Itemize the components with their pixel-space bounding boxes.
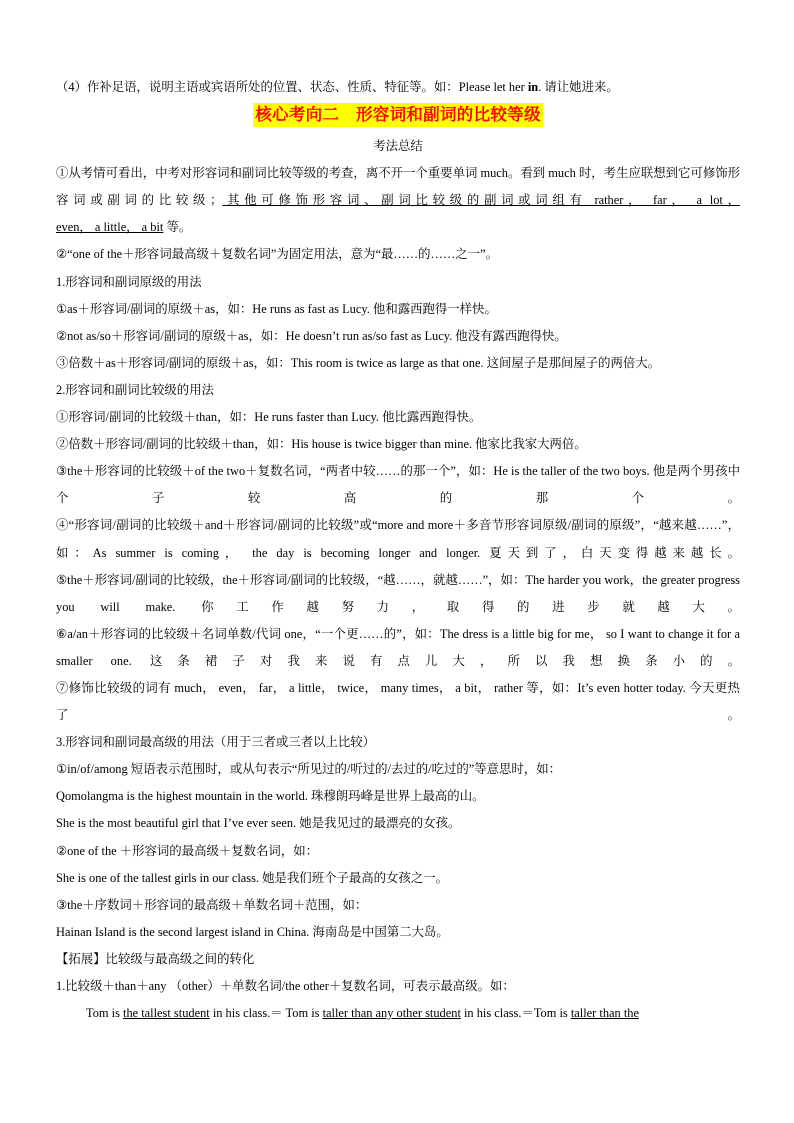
section-3-example-3: She is one of the tallest girls in our class. 她是我们班个子最高的女孩之一。 <box>56 870 448 885</box>
intro-text-end: . 请让她进来。 <box>538 80 619 94</box>
section-1-heading: 1.形容词和副词原级的用法 <box>56 274 202 289</box>
section-1-item-2: ②not as/so＋形容词/副词的原级＋as，如：He doesn’t run as/so fast as Lucy. 他没有露西跑得快。 <box>56 328 567 343</box>
section-2-item-3: ③the＋形容词的比较级＋of the two＋复数名词，“两者中较……的那一个”，如：He is the taller of the two boys. 他是两个男孩中个子较高的那个。 <box>56 464 740 506</box>
section-1-item-1: ①as＋形容词/副词的原级＋as，如：He runs as fast as Lucy. 他和露西跑得一样快。 <box>56 301 497 316</box>
section-1-item-3: ③倍数＋as＋形容词/副词的原级＋as，如：This room is twice as large as that one. 这间屋子是那间屋子的两倍大。 <box>56 355 661 370</box>
section-3-item-3: ③the＋序数词＋形容词的最高级＋单数名词＋范围，如： <box>56 897 368 912</box>
section-3-example-1: Qomolangma is the highest mountain in the world. 珠穆朗玛峰是世界上最高的山。 <box>56 789 485 804</box>
section-2-item-1: ①形容词/副词的比较级＋than，如：He runs faster than Lucy. 他比露西跑得快。 <box>56 410 482 425</box>
section-2-item-2: ②倍数＋形容词/副词的比较级＋than，如：His house is twice bigger than mine. 他家比我家大两倍。 <box>56 437 587 452</box>
section-2-item-4: ④“形容词/副词的比较级＋and＋形容词/副词的比较级”或“more and more＋多音节形容词原级/副词的原级”，“越来越……”，如：As summer is coming， the day is becoming longer and longer. 夏天到了，白天变得越来越长。 <box>56 518 740 560</box>
section-2-item-5: ⑤the＋形容词/副词的比较级，the＋形容词/副词的比较级，“越……，就越……”，如：The harder you work，the greater progress you will make. 你工作越努力，取得的进步就越大。 <box>56 572 740 614</box>
summary-1-end: 等。 <box>163 220 192 235</box>
summary-1 <box>56 160 740 241</box>
document-page <box>56 74 740 1027</box>
section-3-item-1: ①in/of/among 短语表示范围时，或从句表示“所见过的/听过的/去过的/吃过的”等意思时，如： <box>56 762 561 777</box>
subtitle: 考法总结 <box>373 139 423 154</box>
summary-1-underlined-2: even， a little， a bit <box>56 220 164 235</box>
summary-1-underlined: 其他可修饰形容词、副词比较级的副词或词组有 rather， far， a lot， <box>222 193 740 208</box>
section-3-heading: 3.形容词和副词最高级的用法（用于三者或三者以上比较） <box>56 735 376 750</box>
intro-paragraph <box>56 74 740 101</box>
extension-example: Tom is the tallest student in his class.＝ Tom is taller than any other student in his class.＝Tom is taller than the <box>86 1006 639 1021</box>
section-2-item-6: ⑥a/an＋形容词的比较级＋名词单数/代词 one，“一个更……的”，如：The dress is a little big for me， so I want to change it for a smaller one. 这条裙子对我来说有点儿大，所以我想换条小的。 <box>56 626 740 668</box>
section-3-example-2: She is the most beautiful girl that I’ve ever seen. 她是我见过的最漂亮的女孩。 <box>56 816 461 831</box>
underlined-phrase-1: the tallest student <box>123 1006 210 1021</box>
section-2-heading: 2.形容词和副词比较级的用法 <box>56 382 214 397</box>
intro-bold-word: in <box>527 80 539 94</box>
extension-item-1: 1.比较级＋than＋any （other）＋单数名词/the other＋复数名词，可表示最高级。如： <box>56 979 515 993</box>
section-title-wrap <box>56 103 740 133</box>
section-3-example-4: Hainan Island is the second largest island in China. 海南岛是中国第二大岛。 <box>56 924 449 939</box>
summary-1-text: ①从考情可看出，中考对形容词和副词比较等级的考查，离不开一个重要单词 much。看到 much 时，考生应联想到它可修饰形容词或副词的比较级； <box>56 166 740 208</box>
summary-2: ②“one of the＋形容词最高级＋复数名词”为固定用法，意为“最……的……之一”。 <box>56 247 498 262</box>
section-title: 核心考向二 形容词和副词的比较等级 <box>253 103 543 127</box>
underlined-phrase-3: taller than the <box>570 1006 639 1021</box>
underlined-phrase-2: taller than any other student <box>322 1006 461 1021</box>
extension-heading: 【拓展】比较级与最高级之间的转化 <box>56 951 255 966</box>
section-3-item-2: ②one of the ＋形容词的最高级＋复数名词，如： <box>56 843 318 858</box>
section-2-item-7: ⑦修饰比较级的词有 much， even， far， a little， twice， many times， a bit， rather 等，如：It’s even hotter today. 今天更热了。 <box>56 680 740 723</box>
intro-text: （4）作补足语，说明主语或宾语所处的位置、状态、性质、特征等。如：Please let her <box>56 80 528 94</box>
